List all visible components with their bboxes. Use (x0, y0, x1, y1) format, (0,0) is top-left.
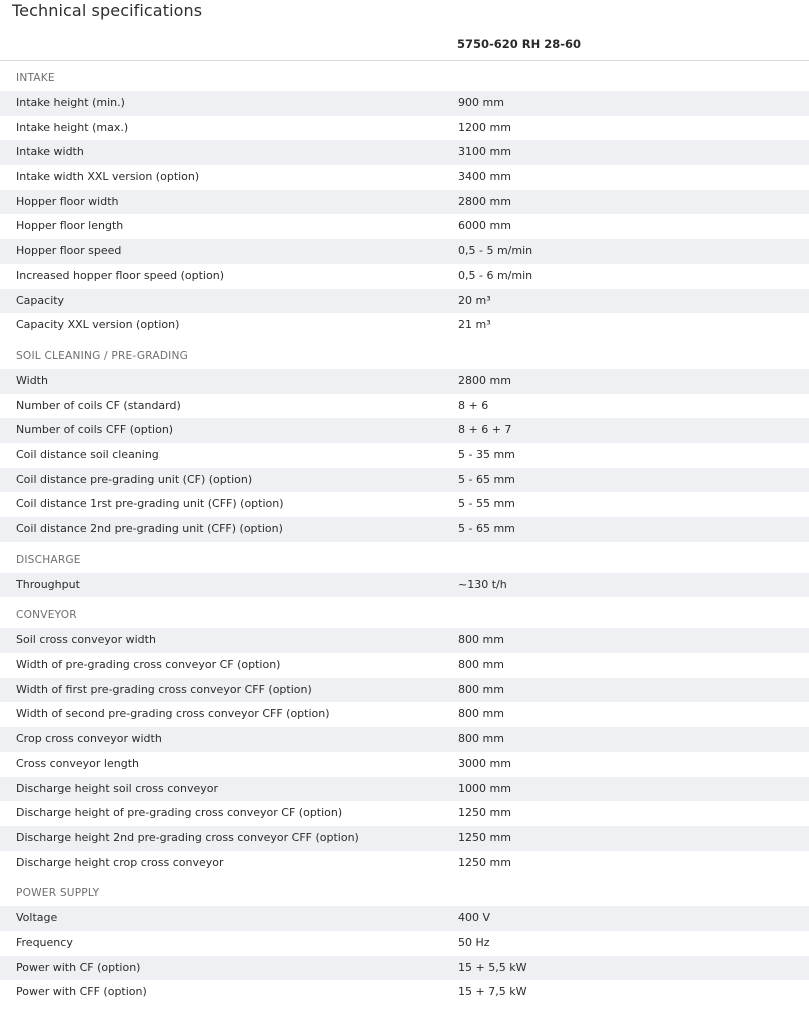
spec-row (0, 418, 809, 443)
spec-value: 15 + 5,5 kW (458, 960, 527, 974)
spec-value: 21 m³ (458, 318, 491, 332)
spec-row (0, 980, 809, 1005)
spec-label: Coil distance pre-grading unit (CF) (option) (16, 472, 253, 486)
spec-value: 0,5 - 6 m/min (458, 268, 533, 282)
spec-value: 50 Hz (458, 935, 490, 949)
spec-label: Discharge height soil cross conveyor (16, 781, 219, 795)
spec-label: Power with CF (option) (16, 960, 141, 974)
spec-label: Intake width XXL version (option) (16, 170, 200, 184)
spec-label: Width of first pre-grading cross conveyor CFF (option) (16, 682, 312, 696)
spec-value: 3000 mm (458, 756, 511, 770)
spec-value: 400 V (458, 911, 491, 925)
spec-value: 3100 mm (458, 145, 511, 159)
spec-value: 800 mm (458, 707, 504, 721)
spec-value: ~130 t/h (458, 577, 507, 591)
spec-row (0, 91, 809, 116)
spec-row (0, 140, 809, 165)
section-heading: CONVEYOR (16, 609, 77, 622)
spec-row (0, 190, 809, 215)
spec-row (0, 443, 809, 468)
spec-row (0, 801, 809, 826)
spec-label: Capacity XXL version (option) (16, 318, 180, 332)
spec-label: Number of coils CFF (option) (16, 423, 174, 437)
model-column-header: 5750-620 RH 28-60 (457, 37, 582, 51)
spec-label: Width of second pre-grading cross conveyor CFF (option) (16, 707, 330, 721)
spec-row (0, 752, 809, 777)
page-title: Technical specifications (12, 1, 203, 20)
spec-value: 3400 mm (458, 170, 511, 184)
spec-value: 5 - 65 mm (458, 522, 515, 535)
spec-value: 800 mm (458, 633, 504, 647)
spec-label: Intake height (max.) (16, 120, 129, 134)
spec-label: Frequency (16, 935, 73, 949)
spec-row (0, 702, 809, 727)
spec-row (0, 906, 809, 931)
spec-value: 2800 mm (458, 194, 511, 208)
spec-row (0, 492, 809, 517)
section-heading: INTAKE (16, 72, 55, 84)
spec-row (0, 369, 809, 394)
spec-row (0, 468, 809, 493)
spec-value: 800 mm (458, 682, 504, 696)
spec-label: Coil distance 2nd pre-grading unit (CFF) (option) (16, 522, 283, 535)
spec-row (0, 165, 809, 190)
spec-row (0, 727, 809, 752)
spec-row (0, 517, 809, 542)
spec-label: Increased hopper floor speed (option) (16, 268, 224, 282)
spec-row (0, 931, 809, 956)
spec-row (0, 289, 809, 314)
section-heading: SOIL CLEANING / PRE-GRADING (16, 349, 189, 362)
spec-label: Discharge height crop cross conveyor (16, 855, 224, 869)
spec-value: 800 mm (458, 658, 504, 672)
spec-label: Soil cross conveyor width (16, 633, 156, 647)
spec-row (0, 116, 809, 141)
spec-label: Capacity (16, 293, 65, 307)
spec-row (0, 678, 809, 703)
spec-value: 1250 mm (458, 855, 511, 869)
spec-label: Power with CFF (option) (16, 985, 147, 999)
spec-row (0, 628, 809, 653)
spec-label: Hopper floor width (16, 194, 119, 208)
spec-value: 5 - 65 mm (458, 472, 515, 486)
spec-value: 0,5 - 5 m/min (458, 244, 533, 258)
spec-label: Width (16, 373, 48, 387)
spec-row (0, 956, 809, 981)
spec-value: 5 - 55 mm (458, 497, 515, 511)
spec-value: 8 + 6 + 7 (458, 423, 512, 437)
spec-label: Width of pre-grading cross conveyor CF (option) (16, 658, 281, 672)
spec-value: 20 m³ (458, 293, 491, 307)
spec-label: Coil distance 1rst pre-grading unit (CFF) (option) (16, 497, 284, 511)
spec-row (0, 826, 809, 851)
spec-row (0, 239, 809, 264)
spec-label: Hopper floor speed (16, 244, 122, 258)
spec-value: 6000 mm (458, 219, 511, 233)
spec-value: 1200 mm (458, 120, 511, 134)
spec-value: 900 mm (458, 96, 504, 109)
spec-value: 8 + 6 (458, 398, 489, 412)
section-heading: POWER SUPPLY (16, 887, 100, 900)
spec-label: Crop cross conveyor width (16, 732, 162, 746)
spec-row (0, 777, 809, 802)
spec-label: Discharge height of pre-grading cross conveyor CF (option) (16, 806, 343, 820)
spec-label: Intake height (min.) (16, 96, 125, 109)
spec-row (0, 653, 809, 678)
spec-value: 1000 mm (458, 781, 511, 795)
spec-label: Voltage (16, 911, 58, 925)
spec-table (0, 66, 809, 1005)
header-divider (0, 60, 809, 61)
spec-label: Throughput (16, 577, 80, 591)
spec-label: Intake width (16, 145, 84, 159)
spec-value: 15 + 7,5 kW (458, 985, 527, 999)
spec-row (0, 573, 809, 598)
spec-value: 800 mm (458, 732, 504, 746)
spec-row (0, 264, 809, 289)
spec-label: Cross conveyor length (16, 756, 139, 770)
spec-value: 1250 mm (458, 830, 511, 844)
spec-label: Number of coils CF (standard) (16, 398, 181, 412)
spec-label: Discharge height 2nd pre-grading cross conveyor CFF (option) (16, 830, 359, 844)
spec-row (0, 851, 809, 876)
section-heading: DISCHARGE (16, 553, 81, 566)
spec-label: Hopper floor length (16, 219, 124, 233)
spec-row (0, 394, 809, 419)
spec-value: 2800 mm (458, 373, 511, 387)
spec-label: Coil distance soil cleaning (16, 447, 159, 461)
spec-row (0, 313, 809, 338)
spec-value: 5 - 35 mm (458, 447, 515, 461)
spec-row (0, 214, 809, 239)
spec-value: 1250 mm (458, 806, 511, 820)
